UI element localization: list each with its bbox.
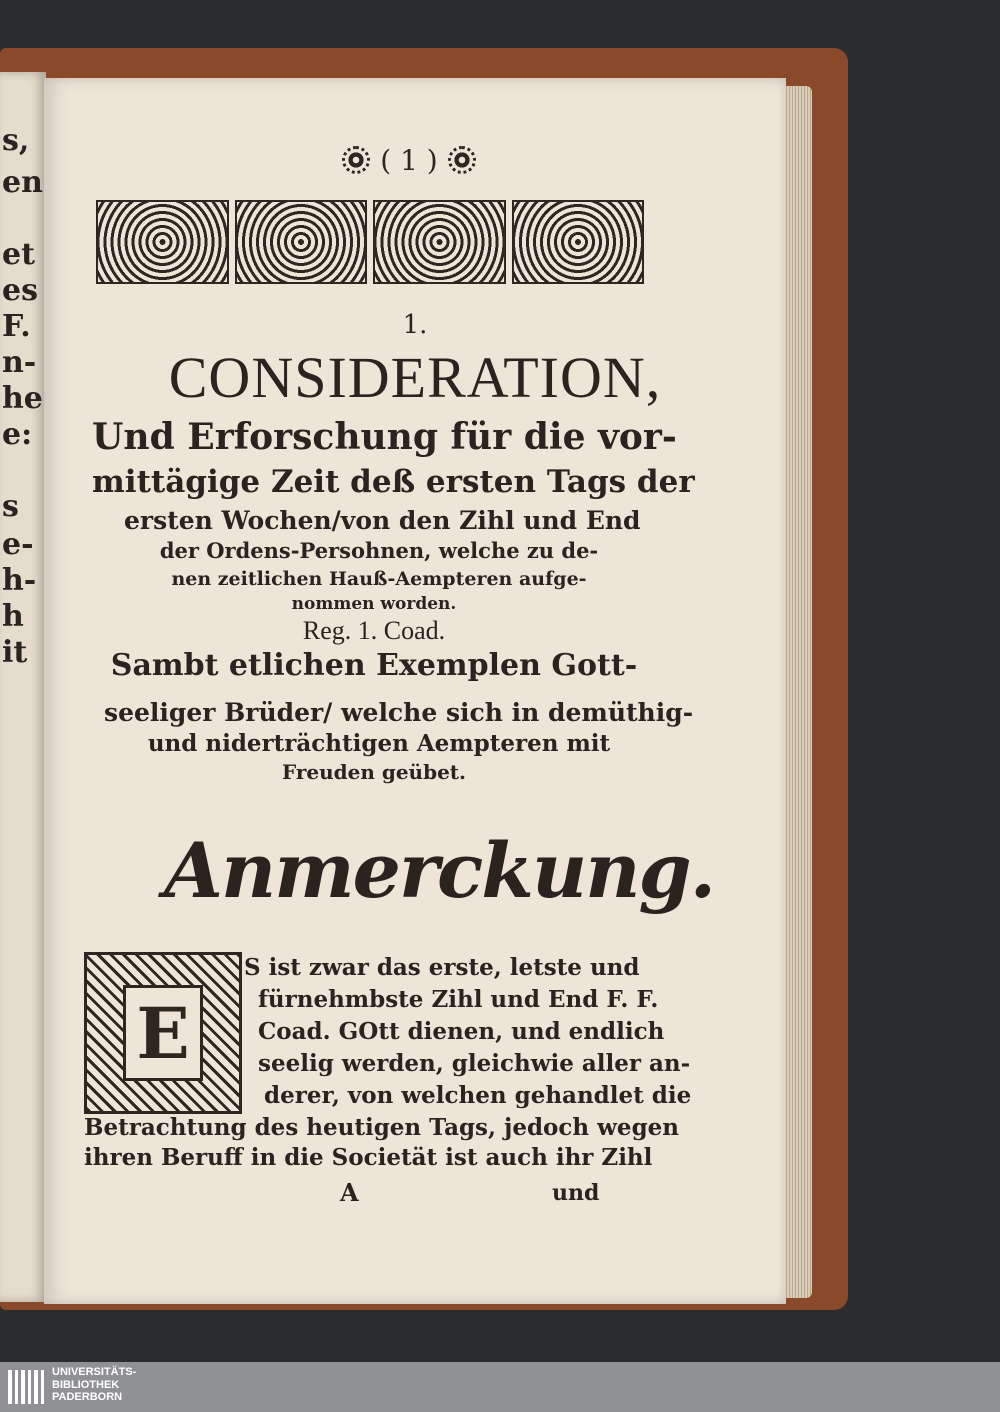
- left-page-fragment: it: [2, 635, 28, 670]
- subtitle-line: ersten Wochen/von den Zihl und End: [124, 506, 641, 535]
- body-line: seelig werden, gleichwie aller an-: [258, 1050, 691, 1077]
- flower-ornament-icon: [342, 146, 370, 174]
- flower-ornament-icon: [448, 146, 476, 174]
- chapter-title: CONSIDERATION,: [168, 345, 662, 410]
- left-page-fragment: h-: [2, 563, 37, 598]
- subtitle2-line: seeliger Brüder/ welche sich in demüthig-: [104, 698, 694, 727]
- subtitle-line: mittägige Zeit deß ersten Tags der: [92, 464, 695, 500]
- subtitle-line: nommen worden.: [291, 594, 457, 614]
- rule-reference: Reg. 1. Coad.: [302, 616, 446, 645]
- catchword: und: [552, 1180, 600, 1206]
- initial-letter: E: [123, 985, 203, 1081]
- left-page-fragment: e-: [2, 527, 34, 562]
- body-line: S ist zwar das erste, letste und: [244, 954, 640, 981]
- left-page: [0, 72, 46, 1302]
- right-page: [44, 78, 786, 1304]
- left-page-fragment: he: [2, 381, 43, 416]
- left-page-fragment: s,: [2, 123, 30, 158]
- chapter-number: 1.: [402, 310, 428, 340]
- footer-bar: [0, 1362, 1000, 1412]
- headpiece-ornament: [96, 200, 644, 284]
- logo-line: PADERBORN: [52, 1391, 123, 1403]
- decorated-initial: [84, 952, 242, 1114]
- body-line: Betrachtung des heutigen Tags, jedoch wegen: [84, 1114, 680, 1141]
- ornament-block: [235, 200, 368, 284]
- left-page-fragment: s: [2, 489, 19, 524]
- library-logo-icon: [8, 1370, 44, 1404]
- subtitle2-line: und niderträchtigen Aempteren mit: [147, 730, 611, 757]
- body-line: Coad. GOtt dienen, und endlich: [258, 1018, 665, 1045]
- page-number: ( 1 ): [380, 143, 438, 177]
- subtitle-line: nen zeitlichen Hauß-Aempteren aufge-: [171, 568, 587, 590]
- left-page-fragment: F.: [2, 309, 31, 344]
- logo-line: UNIVERSITÄTS-: [52, 1366, 137, 1378]
- body-line: fürnehmbste Zihl und End F. F.: [258, 986, 659, 1013]
- subtitle2-line: Freuden geübet.: [281, 760, 467, 784]
- left-page-fragment: en: [2, 165, 43, 200]
- signature-mark: A: [340, 1178, 359, 1207]
- page-header: [294, 140, 524, 180]
- body-line: ihren Beruff in die Societät ist auch ihr Zihl: [84, 1144, 653, 1171]
- library-logo-text: [52, 1366, 136, 1404]
- subtitle-line: Und Erforschung für die vor-: [92, 416, 677, 458]
- left-page-fragment: e:: [2, 417, 33, 452]
- left-page-fragment: h: [2, 599, 24, 634]
- subtitle2-line: Sambt etlichen Exemplen Gott-: [110, 648, 638, 683]
- body-line: derer, von welchen gehandlet die: [264, 1082, 692, 1109]
- subtitle-line: der Ordens-Persohnen, welche zu de-: [159, 538, 599, 563]
- section-heading: Anmerckung.: [164, 826, 715, 915]
- left-page-fragment: et: [2, 237, 35, 272]
- left-page-fragment: es: [2, 273, 38, 308]
- left-page-fragment: n-: [2, 345, 37, 380]
- ornament-block: [512, 200, 645, 284]
- ornament-block: [373, 200, 506, 284]
- logo-line: BIBLIOTHEK: [52, 1378, 120, 1391]
- ornament-block: [96, 200, 229, 284]
